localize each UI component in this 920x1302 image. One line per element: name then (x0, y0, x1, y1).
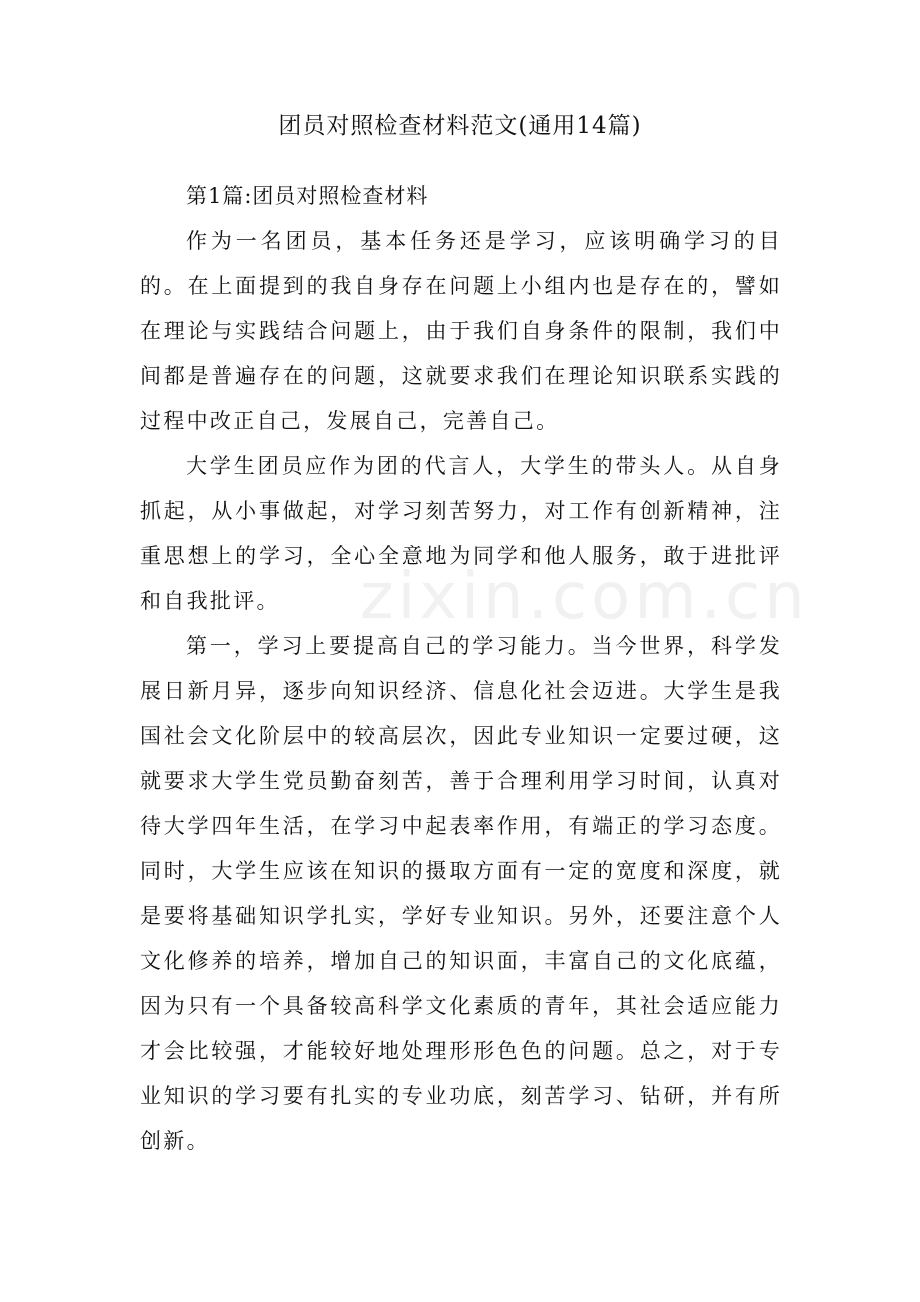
paragraph-1: 作为一名团员，基本任务还是学习，应该明确学习的目的。在上面提到的我自身存在问题上小组内也是存在的，譬如在理论与实践结合问题上，由于我们自身条件的限制，我们中间都是普遍存在的问题，这就要求我们在理论知识联系实践的过程中改正自己，发展自己，完善自己。 (140, 229, 782, 433)
document-title: 团员对照检查材料范文(通用14篇) (278, 113, 642, 139)
paragraph-3: 第一，学习上要提高自己的学习能力。当今世界，科学发展日新月异，逐步向知识经济、信息化社会迈进。大学生是我国社会文化阶层中的较高层次，因此专业知识一定要过硬，这就要求大学生党员勤奋刻苦，善于合理利用学习时间，认真对待大学四年生活，在学习中起表率作用，有端正的学习态度。同时，大学生应该在知识的摄取方面有一定的宽度和深度，就是要将基础知识学扎实，学好专业知识。另外，还要注意个人文化修养的培养，增加自己的知识面，丰富自己的文化底蕴，因为只有一个具备较高科学文化素质的青年，其社会适应能力才会比较强，才能较好地处理形形色色的问题。总之，对于专业知识的学习要有扎实的专业功底，刻苦学习、钻研，并有所创新。 (140, 634, 782, 1153)
watermark: zixin.com.cn (360, 560, 809, 634)
paragraph-2: 大学生团员应作为团的代言人，大学生的带头人。从自身抓起，从小事做起，对学习刻苦努力，对工作有创新精神，注重思想上的学习，全心全意地为同学和他人服务，敢于进批评和自我批评。 (140, 454, 782, 613)
section-heading: 第1篇:团员对照检查材料 (186, 184, 429, 208)
document-body (140, 174, 782, 1164)
